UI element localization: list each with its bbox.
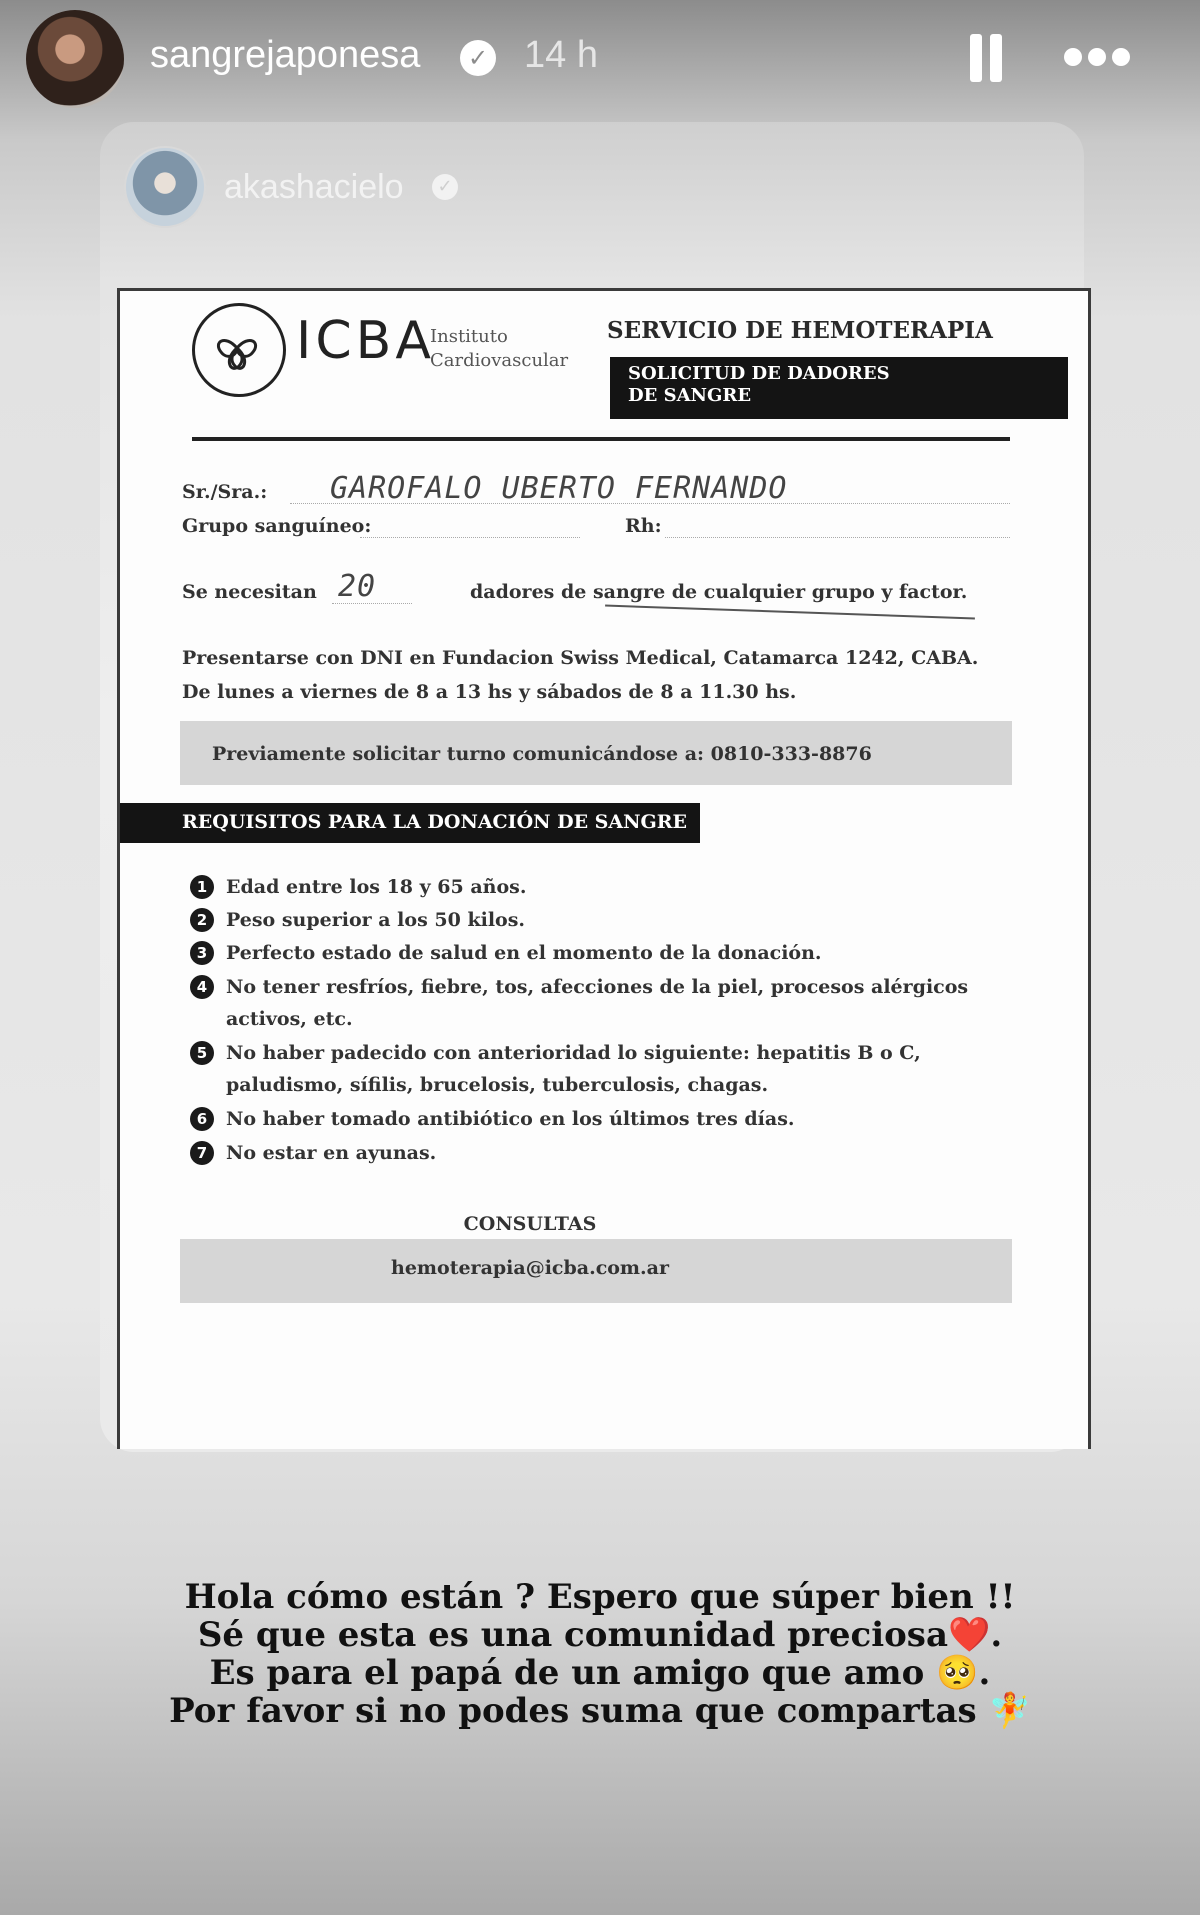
story-username[interactable]: sangrejaponesa xyxy=(150,34,421,76)
shared-post-username[interactable]: akashacielo xyxy=(224,168,404,206)
heart-emoji-icon: ❤️ xyxy=(947,1615,991,1655)
label-blood-group: Grupo sanguíneo: xyxy=(182,515,372,537)
caption-line-1: Hola cómo están ? Espero que súper bien !! xyxy=(184,1577,1016,1617)
needed-prefix: Se necesitan xyxy=(182,581,317,603)
more-options-button[interactable] xyxy=(1064,48,1130,68)
handwritten-name: GAROFALO UBERTO FERNANDO xyxy=(330,471,788,506)
appointment-text: Previamente solicitar turno comunicándose a: 0810-333-8876 xyxy=(212,743,872,765)
shared-post-avatar[interactable] xyxy=(124,146,206,228)
story-caption xyxy=(0,1578,1200,1730)
needed-suffix: dadores de sangre de cualquier grupo y factor. xyxy=(470,581,968,603)
handwritten-donor-count: 20 xyxy=(338,569,377,604)
label-name: Sr./Sra.: xyxy=(182,481,268,503)
consultas-title: CONSULTAS xyxy=(463,1213,597,1235)
pleading-face-emoji-icon: 🥺 xyxy=(936,1653,979,1693)
divider xyxy=(192,437,1010,441)
story-header xyxy=(0,0,1200,120)
fairy-emoji-icon: 🧚 xyxy=(988,1691,1031,1731)
pause-icon xyxy=(970,34,982,82)
caption-line-4: Por favor si no podes suma que compartas 🧚 xyxy=(169,1691,1031,1731)
caption-line-2: Sé que esta es una comunidad preciosa❤️. xyxy=(197,1615,1003,1655)
present-line-2: De lunes a viernes de 8 a 13 hs y sábados de 8 a 11.30 hs. xyxy=(182,681,797,703)
label-rh: Rh: xyxy=(625,515,662,537)
request-title-box: SOLICITUD DE DADORES DE SANGRE xyxy=(610,357,1068,419)
story-timestamp: 14 h xyxy=(524,34,598,76)
icba-logo-icon xyxy=(192,303,286,397)
shared-post-card[interactable] xyxy=(100,122,1084,1452)
pause-button[interactable] xyxy=(966,34,1006,82)
blood-donor-request-document: ICBA Instituto Cardiovascular SERVICIO DE HEMOTERAPIA SOLICITUD DE DADORES DE SANGRE Sr./Sra.: GAROFALO UBERTO FERNANDO Grupo sanguíneo: Rh: Se necesitan 20 dadores de sangre de cualquier grupo y factor. Presentarse con DNI en Fundacion Swiss Medical, Catamarca 1242, CABA. De lunes a viernes de 8 a 13 hs y sábados de 8 a 11.30 hs. Previamente solicitar turno comunicándose a: 0810-333-8876 REQUISITOS PARA LA DONACIÓN DE SANGRE 1 Edad entre los 18 y 65 años. 2 Peso superior a los 50 kilos. 3 Perfecto estado de salud en el momento de la donación. 4 No tener resfríos, fiebre, tos, afecciones de la piel, procesos alérgicos activos, etc. 5 No haber padecido con anterioridad lo siguiente: hepatitis B o C, paludismo, sífilis, brucelosis, tuberculosis, chagas. 6 No haber tomado antibiótico en los últimos tres días. 7 No estar en ayunas. CONSULTAS hemoterapia@icba.com.ar xyxy=(117,288,1091,1449)
logo-text: ICBA xyxy=(296,311,435,371)
consultas-email: hemoterapia@icba.com.ar xyxy=(391,1257,669,1279)
logo-subtitle: Instituto Cardiovascular xyxy=(430,326,569,371)
avatar[interactable] xyxy=(26,10,124,108)
requirements-title-bar: REQUISITOS PARA LA DONACIÓN DE SANGRE xyxy=(120,803,700,843)
verified-badge-icon: ✓ xyxy=(460,40,496,76)
service-title: SERVICIO DE HEMOTERAPIA xyxy=(607,317,993,344)
verified-badge-icon: ✓ xyxy=(432,174,458,200)
caption-line-3: Es para el papá de un amigo que amo 🥺. xyxy=(209,1653,991,1693)
present-line-1: Presentarse con DNI en Fundacion Swiss Medical, Catamarca 1242, CABA. xyxy=(182,647,979,669)
